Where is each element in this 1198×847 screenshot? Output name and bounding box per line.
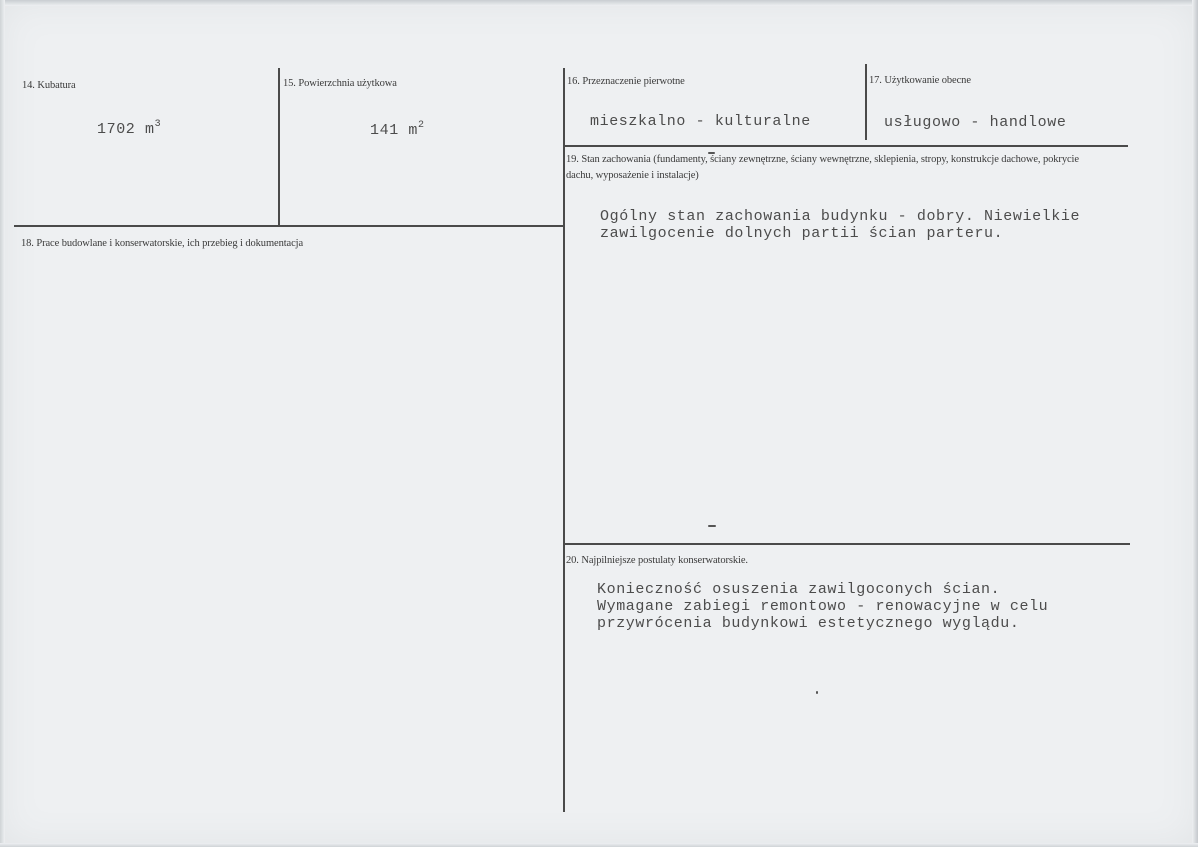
field-16-label: 16. Przeznaczenie pierwotne xyxy=(567,76,685,87)
field-17-value: usługowo - handlowe xyxy=(884,114,1067,131)
field-16-value: mieszkalno - kulturalne xyxy=(590,113,811,130)
field-15-value xyxy=(370,120,425,139)
field-17-label: 17. Użytkowanie obecne xyxy=(869,75,971,86)
field-19-label: 19. Stan zachowania (fundamenty, ściany zewnętrzne, ściany wewnętrzne, sklepienia, stropy, konstrukcje dachowe, pokrycie dachu, wyposażenie i instalacje) xyxy=(566,154,1079,181)
card-edge-top xyxy=(0,0,1198,6)
field-14-label: 14. Kubatura xyxy=(22,80,76,91)
usable-area-unit-exponent: 2 xyxy=(418,120,425,131)
ink-speck xyxy=(816,691,818,694)
rule-above-19 xyxy=(565,145,1128,147)
cubature-value: 1702 m xyxy=(97,121,155,138)
cubature-unit-exponent: 3 xyxy=(154,119,162,130)
divider-16-17 xyxy=(865,64,867,140)
field-14-value xyxy=(97,119,161,138)
card-edge-right xyxy=(1192,0,1198,847)
ink-speck xyxy=(708,525,716,527)
ink-speck xyxy=(708,152,715,154)
field-20-label: 20. Najpilniejsze postulaty konserwatorskie. xyxy=(566,555,748,566)
divider-left-right xyxy=(563,68,565,812)
rule-above-18 xyxy=(14,225,563,227)
field-19-value: Ogólny stan zachowania budynku - dobry. Niewielkie zawilgocenie dolnych partii ścian parteru. xyxy=(600,208,1081,242)
field-15-label: 15. Powierzchnia użytkowa xyxy=(283,78,397,89)
usable-area-value: 141 m xyxy=(370,122,419,139)
field-20-value: Konieczność osuszenia zawilgoconych ścian. Wymagane zabiegi remontowo - renowacyjne w celu przywrócenia budynkowi estetycznego wyglądu. xyxy=(597,581,1049,632)
divider-14-15 xyxy=(278,68,280,226)
card-edge-bottom xyxy=(0,843,1198,847)
card-edge-left xyxy=(0,0,5,847)
rule-above-20 xyxy=(565,543,1130,545)
field-18-label: 18. Prace budowlane i konserwatorskie, ich przebieg i dokumentacja xyxy=(21,238,304,249)
